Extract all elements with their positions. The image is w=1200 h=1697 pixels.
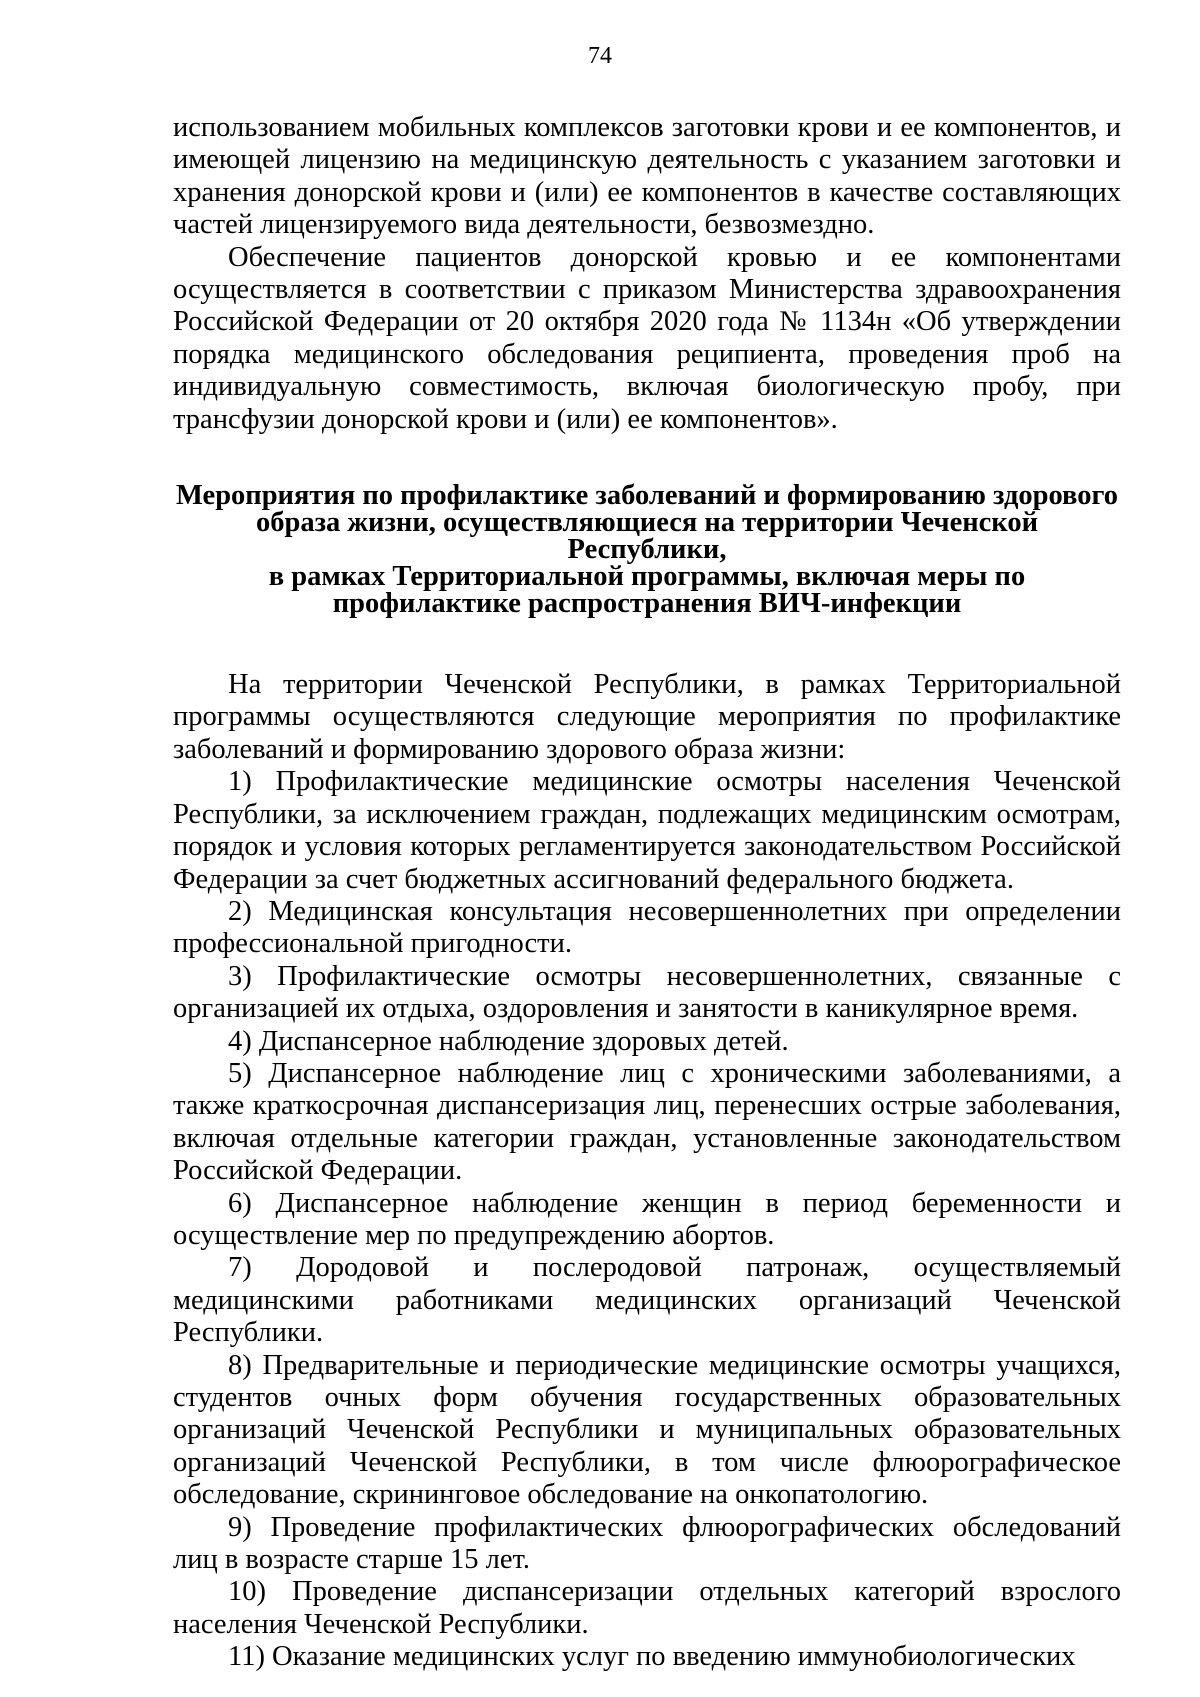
list-item: 1) Профилактические медицинские осмотры населения Чеченской Республики, за исключением граждан, подлежащих медицинским осмотрам, порядок и условия которых регламентируется законодательством Российской Федерации за счет бюджетных ассигнований федерального бюджета. (173, 766, 1121, 895)
list-item: 3) Профилактические осмотры несовершеннолетних, связанные с организацией их отдыха, оздоровления и занятости в каникулярное время. (173, 960, 1121, 1025)
heading-line: профилактике распространения ВИЧ-инфекции (332, 588, 962, 620)
list-item: 6) Диспансерное наблюдение женщин в период беременности и осуществление мер по предупреждению абортов. (173, 1187, 1121, 1251)
list-item: 9) Проведение профилактических флюорографических обследований лиц в возрасте старше 15 лет. (173, 1511, 1121, 1576)
list-item: 8) Предварительные и периодические медицинские осмотры учащихся, студентов очных форм обучения государственных образовательных организаций Чеченской Республики и муниципальных образовательных организаций Чеченской Республики, в том числе флюорографическое обследование, скрининговое обследование на онкопатологию. (173, 1349, 1121, 1511)
section-heading (173, 480, 1121, 620)
heading-line: Мероприятия по профилактике заболеваний и формированию здорового (176, 480, 1118, 512)
heading-line: образа жизни, осуществляющиеся на территории Чеченской Республики, (255, 507, 1039, 566)
list-item: 11) Оказание медицинских услуг по введению иммунобиологических (228, 1641, 1076, 1673)
list-item: 7) Дородовой и послеродовой патронаж, осуществляемый медицинскими работниками медицинских организаций Чеченской Республики. (173, 1252, 1121, 1349)
heading-line: в рамках Территориальной программы, включая меры по (268, 561, 1026, 593)
document-body (173, 112, 1121, 1674)
paragraph-continuation: использованием мобильных комплексов заготовки крови и ее компонентов, и имеющей лицензию на медицинскую деятельность с указанием заготовки и хранения донорской крови и (или) ее компонентов в качестве составляющих частей лицензируемого вида деятельности, безвозмездно. (173, 112, 1121, 241)
list-item: 10) Проведение диспансеризации отдельных категорий взрослого населения Чеченской Республики. (173, 1576, 1121, 1640)
paragraph-blood-supply: Обеспечение пациентов донорской кровью и ее компонентами осуществляется в соответствии с приказом Министерства здравоохранения Российской Федерации от 20 октября 2020 года № 1134н «Об утверждении порядка медицинского обследования реципиента, проведения проб на индивидуальную совместимость, включая биологическую пробу, при трансфузии донорской крови и (или) ее компонентов». (173, 241, 1121, 435)
intro-paragraph: На территории Чеченской Республики, в рамках Территориальной программы осуществляются следующие мероприятия по профилактике заболеваний и формированию здорового образа жизни: (173, 669, 1121, 765)
list-item: 2) Медицинская консультация несовершеннолетних при определении профессиональной пригодности. (173, 895, 1121, 960)
page-number: 74 (588, 43, 612, 69)
list-item: 4) Диспансерное наблюдение здоровых детей. (228, 1025, 789, 1057)
list-item: 5) Диспансерное наблюдение лиц с хроническими заболеваниями, а также краткосрочная диспансеризация лиц, перенесших острые заболевания, включая отдельные категории граждан, установленные законодательством Российской Федерации. (173, 1057, 1121, 1187)
